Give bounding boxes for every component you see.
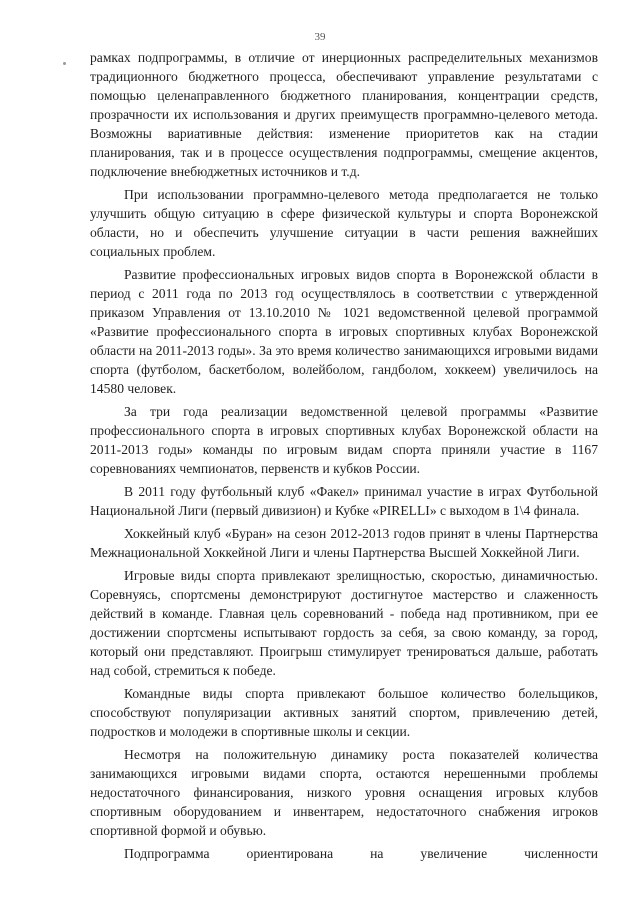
paragraph-continuation: рамках подпрограммы, в отличие от инерционных распределительных механизмов традиционного бюджетного процесса, обеспечивают управление результатами с помощью целенаправленного бюджетного планирования, концентрации средств, прозрачности их использования и других преимуществ программно-целевого метода. Возможны вариативные действия: изменение приоритетов как на стадии планирования, так и в процессе осуществления подпрограммы, смещение акцентов, подключение внебюджетных источников и т.д.: [90, 50, 598, 179]
paragraph-game-sports: Игровые виды спорта привлекают зрелищностью, скоростью, динамичностью. Соревнуясь, спортсмены демонстрируют достигнутое мастерство и слаженность действий в команде. Главная цель соревнований - победа над противником, при ее достижении спортсмены испытывают гордость за себя, за свою команду, за город, который они представляют. Проигрыш стимулирует тренироваться дальше, работать над собой, стремиться к победе.: [90, 568, 598, 678]
page-number: 39: [314, 31, 326, 43]
paragraph-professional-sports: Развитие профессиональных игровых видов спорта в Воронежской области в период с 2011 года по 2013 год осуществлялось в соответствии с утвержденной приказом Управления от 13.10.2010 № 1021 ведомственной целевой программой «Развитие профессионального спорта в игровых спортивных клубах Воронежской области на 2011-2013 годы». За это время количество занимающихся игровыми видами спорта (футболом, баскетболом, волейболом, гандболом, хоккеем) увеличилось на 14580 человек.: [90, 267, 598, 396]
paragraph-subprogram: Подпрограмма ориентирована на увеличение численности: [124, 846, 598, 861]
paragraph-three-years: За три года реализации ведомственной целевой программы «Развитие профессионального спорта в игровых спортивных клубах Воронежской области на 2011-2013 годы» команды по игровым видам спорта приняли участие в 1167 соревнованиях чемпионатов, первенств и кубков России.: [90, 404, 598, 476]
paragraph-buran: Хоккейный клуб «Буран» на сезон 2012-2013 годов принят в члены Партнерства Межнациональной Хоккейной Лиги и члены Партнерства Высшей Хоккейной Лиги.: [90, 526, 598, 560]
paragraph-team-sports: Командные виды спорта привлекают большое количество болельщиков, способствуют популяризации активных занятий спортом, привлечению детей, подростков и молодежи в спортивные школы и секции.: [90, 686, 598, 739]
document-body: [90, 48, 598, 867]
paragraph-fakel: В 2011 году футбольный клуб «Факел» принимал участие в играх Футбольной Национальной Лиги (первый дивизион) и Кубке «PIRELLI» с выходом в 1\4 финала.: [90, 484, 598, 518]
paragraph-program-method: При использовании программно-целевого метода предполагается не только улучшить общую ситуацию в сфере физической культуры и спорта Воронежской области, но и обеспечить улучшение ситуации в части решения важнейших социальных проблем.: [90, 187, 598, 259]
paragraph-problems: Несмотря на положительную динамику роста показателей количества занимающихся игровыми видами спорта, остаются нерешенными проблемы недостаточного финансирования, низкого уровня оснащения игровых клубов спортивным оборудованием и инвентарем, недостаточного снабжения игроков спортивной формой и обувью.: [90, 747, 598, 838]
scan-speck: [63, 62, 66, 65]
